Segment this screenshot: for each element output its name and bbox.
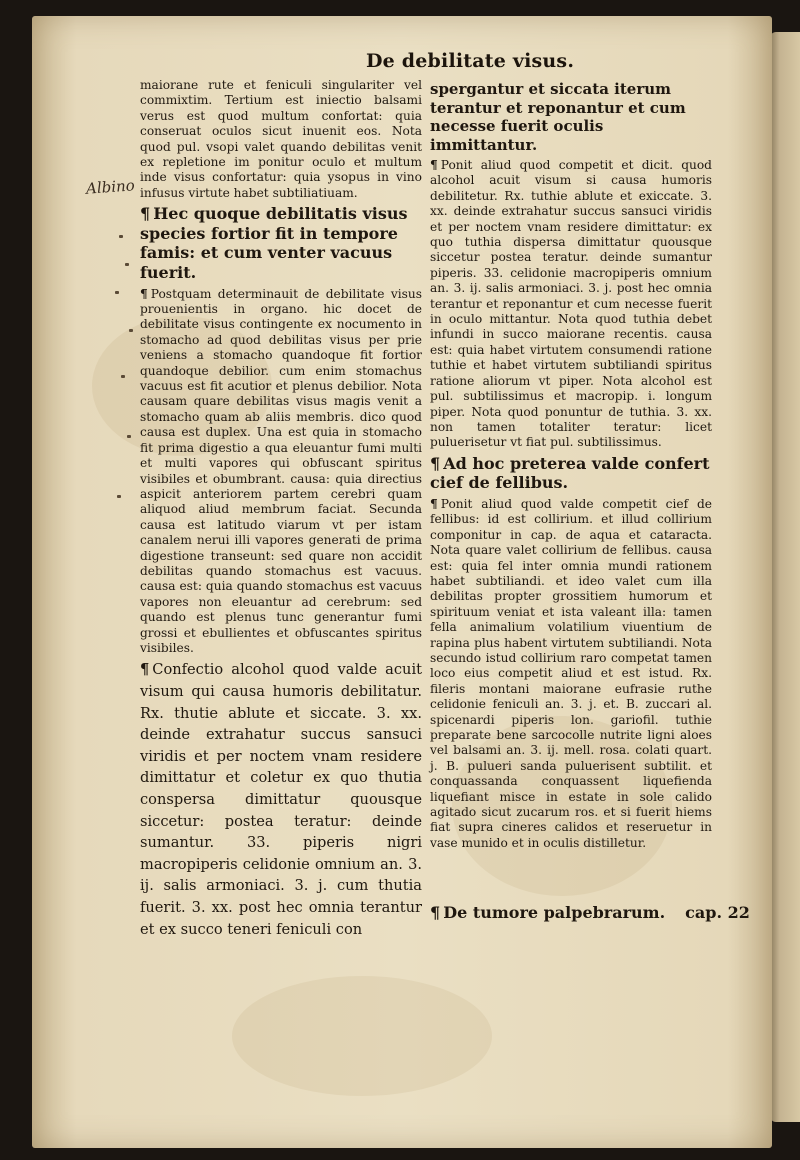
paper-stain — [232, 976, 492, 1096]
section-heading — [430, 903, 750, 931]
right-paragraph-1: spergantur et siccata iterum terantur et reponantur et cum necesse fuerit oculis immittantur. — [430, 80, 686, 154]
left-paragraph-2-text: Postquam determinauit de debilitate visus prouenientis in organo. hic docet de debilitate visus contingente ex nocumento in stomacho ad quod debilitas visus per prie veniens a stomacho quandoque fit fortior quandoque debilior. cum enim stomachus vacuus est fit acutior et plenus debilior. Nota causam quare debilitas visus magis venit a stomacho quam ab aliis membris. dico quod causa est duplex. Una est quia in stomacho fit prima digestio a qua eleuantur fumi multi et multi vapores qui obfuscant spiritus visibiles et obumbrant. causa: quia directius aspicit anteriorem partem cerebri quam aliquod aliud membrum faciat. Secunda causa est latitudo viarum vt per istam canalem nerui illi vapores generati de prima digestione transeunt: sed quare non accidit debilitas quando stomachus est vacuus. causa est: quia quando stomachus est vacuus vapores non eleuantur ad cerebrum: sed quando est plenus tunc generantur fumi grossi et ebullientes et obfuscantes spiritus visibiles. — [140, 286, 422, 655]
margin-dots — [105, 225, 135, 545]
chapter-number: cap. 22 — [685, 903, 750, 922]
left-paragraph-1: maiorane rute et feniculi singulariter vel commixtim. Tertium est iniectio balsami verus est quod multum confortat: quia conseruat oculos sicut inuenit eos. Nota quod pul. vsopi valet quando debilitas venit ex repletione im ponitur oculo et multum inde visus confortatur: quia ysopus in vino infusus virtute habet subtiliatiuam. — [140, 78, 422, 200]
left-recipe-text: Confectio alcohol quod valde acuit visum qui causa humoris debilitatur. Rx. thutie ablute et siccate. 3. xx. deinde extrahatur succus sansuci viridis et per noctem vnam residere dimittatur et coletur ex quo thutia conspersa dimittatur quousque siccetur: postea teratur: deinde sumantur. 33. piperis nigri macropiperis celidonie omnium an. 3. ij. salis armoniaci. 3. j. cum thutia fuerit. 3. xx. post hec omnia terantur et ex succo teneri feniculi con — [140, 661, 422, 938]
margin-dot — [125, 263, 129, 266]
left-heading-1-text: Hec quoque debilitatis visus species fortior fit in tempore famis: et cum venter vacuus fuerit. — [140, 204, 408, 283]
section-title: De tumore palpebrarum. — [443, 903, 666, 922]
right-paragraph-2-text: Ponit aliud quod competit et dicit. quod alcohol acuit visum si causa humoris debilitetur. Rx. tuthie ablute et exiccate. 3. xx. deinde extrahatur succus sansuci viridis et per noctem vnam residere dimittatur: ex quo tuthia dispersa dimittatur quousque siccetur postea teratur. deinde sumantur piperis. 33. celidonie macropiperis omnium an. 3. ij. salis armoniaci. 3. j. post hec omnia terantur et reponantur et cum necesse fuerit in oculo mittantur. Nota quod tuthia debet infundi in succo maiorane recentis. causa est: quia habet virtutem consumendi ratione tuthie et habet virtutem subtiliandi spiritus ratione aliorum vt piper. Nota alcohol est pul. subtilissimus et macropip. i. longum piper. Nota quod ponuntur de tuthia. 3. xx. non tamen totaliter teratur: licet puluerisetur vt fiat pul. subtilissimus. — [430, 158, 712, 450]
pilcrow-icon: ¶ — [140, 204, 151, 224]
margin-annotation: Albino — [85, 176, 136, 198]
margin-dot — [117, 495, 121, 498]
margin-dot — [129, 329, 133, 332]
right-heading-1-text: Ad hoc preterea valde confert cief de fellibus. — [430, 453, 710, 493]
margin-dot — [115, 291, 119, 294]
right-paragraph-3-text: Ponit aliud quod valde competit cief de fellibus: id est collirium. et illud collirium componitur in cap. de aqua et cataracta. Nota quare valet collirium de fellibus. causa est: quia fel inter omnia mundi rationem habet subtiliandi. et ideo valet cum illa debilitas propter grossitiem humorum et spirituum veniat et ista valeant illa: tamen fella animalium volatilium viuentium de rapina plus habent virtutem subtiliandi. Nota secundo istud collirium raro competat tamen loco eius competit aliud et est istud. Rx. fileris montani maiorane eufrasie ruthe celidonie feniculi an. 3. j. et. B. zuccari al. spicenardi piperis lon. gariofil. tuthie preparate bene sarcocolle nutrite ligni aloes vel balsami an. 3. ij. mell. rosa. colati quart. j. B. pulueri sanda puluerisent subtilit. et conquassanda conquassent liquefienda liquefiant misce in estate in sole calido agitado sicut zucarum ros. et si fuerit hiems fiat supra cineres calidos et reseruetur in vase munido et in oculis distilletur. — [430, 496, 712, 850]
left-recipe-paragraph — [140, 659, 422, 940]
running-head: De debilitate visus. — [366, 50, 575, 72]
margin-dot — [119, 235, 123, 238]
left-heading-1 — [140, 204, 422, 282]
pilcrow-icon: ¶ — [140, 661, 150, 679]
right-heading-1 — [430, 454, 712, 493]
right-paragraph-2 — [430, 158, 712, 451]
pilcrow-icon: ¶ — [430, 158, 438, 172]
margin-dot — [127, 435, 131, 438]
pilcrow-icon: ¶ — [430, 903, 441, 922]
pilcrow-icon: ¶ — [430, 496, 438, 511]
adjacent-page-edge — [770, 32, 800, 1122]
pilcrow-icon: ¶ — [140, 286, 148, 301]
pilcrow-icon: ¶ — [430, 453, 441, 473]
left-column — [140, 78, 422, 940]
margin-dot — [121, 375, 125, 378]
right-column — [430, 78, 712, 854]
left-paragraph-2 — [140, 287, 422, 657]
right-paragraph-3 — [430, 497, 712, 851]
